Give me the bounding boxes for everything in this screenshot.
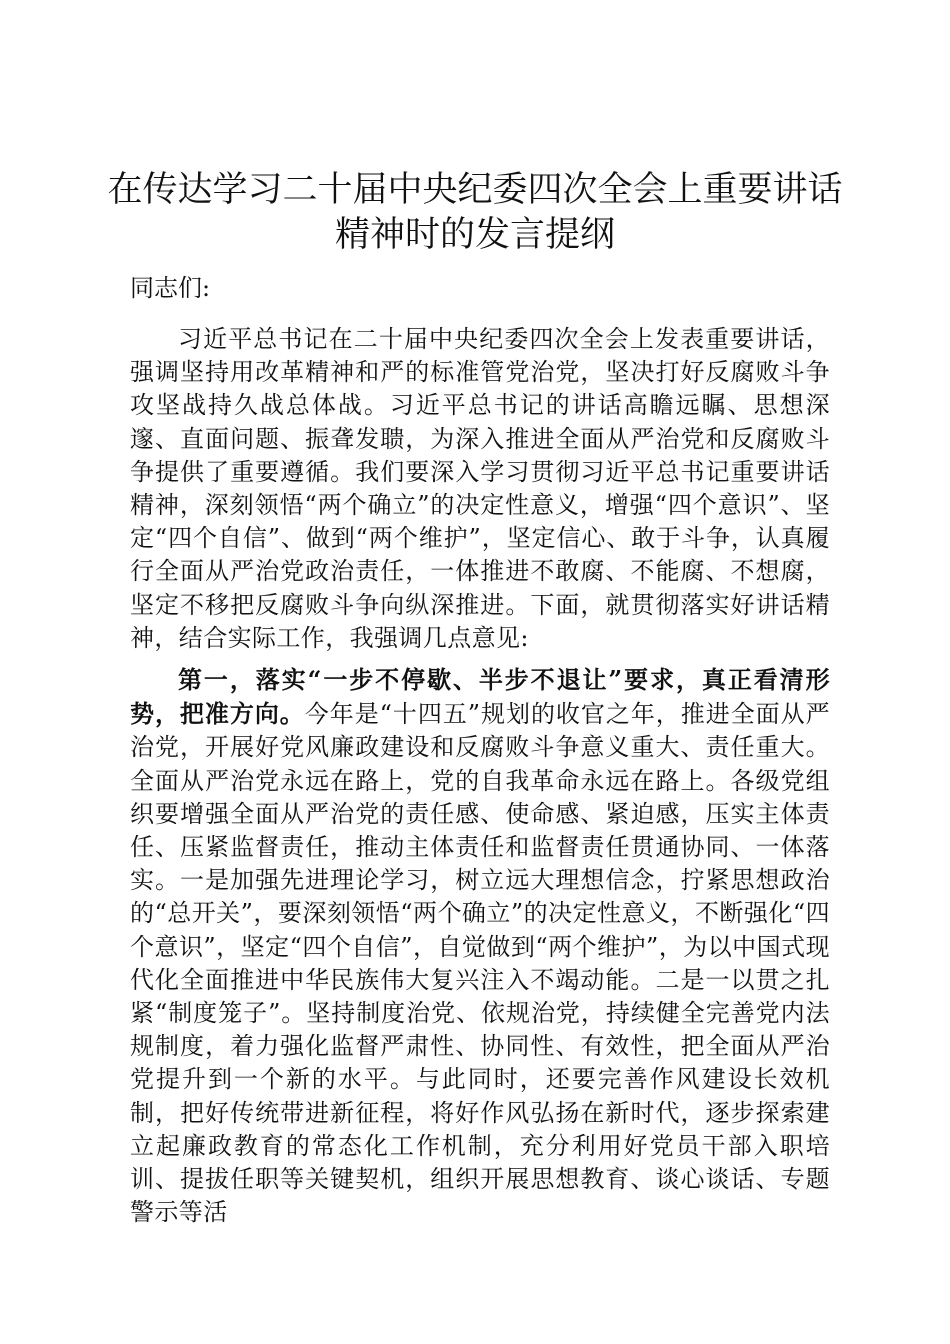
salutation: 同志们: <box>130 274 211 302</box>
paragraph-text: 习近平总书记在二十届中央纪委四次全会上发表重要讲话，强调坚持用改革精神和严的标准管党治党，坚决打好反腐败斗争攻坚战持久战总体战。习近平总书记的讲话高瞻远瞩、思想深邃、直面问题、振聋发聩，为深入推进全面从严治党和反腐败斗争提供了重要遵循。我们要深入学习贯彻习近平总书记重要讲话精神，深刻领悟“两个确立”的决定性意义，增强“四个意识”、坚定“四个自信”、做到“两个维护”，坚定信心、敢于斗争，认真履行全面从严治党政治责任，一体推进不敢腐、不能腐、不想腐，坚定不移把反腐败斗争向纵深推进。下面，就贯彻落实好讲话精神，结合实际工作，我强调几点意见: <box>130 325 830 652</box>
paragraph-lead: 第一，落实“一步不停歇、半步不退让”要求，真正看清形势，把准方向。 <box>130 665 830 729</box>
paragraph-text: 今年是“十四五”规划的收官之年，推进全面从严治党，开展好党风廉政建设和反腐败斗争意义重大、责任重大。全面从严治党永远在路上，党的自我革命永远在路上。各级党组织要增强全面从严治党的责任感、使命感、紧迫感，压实主体责任、压紧监督责任，推动主体责任和监督责任贯通协同、一体落实。一是加强先进理论学习，树立远大理想信念，拧紧思想政治的“总开关”，要深刻领悟“两个确立”的决定性意义，不断强化“四个意识”，坚定“四个自信”，自觉做到“两个维护”，为以中国式现代化全面推进中华民族伟大复兴注入不竭动能。二是一以贯之扎紧“制度笼子”。坚持制度治党、依规治党，持续健全完善党内法规制度，着力强化监督严肃性、协同性、有效性，把全面从严治党提升到一个新的水平。与此同时，还要完善作风建设长效机制，把好传统带进新征程，将好作风弘扬在新时代，逐步探索建立起廉政教育的常态化工作机制，充分利用好党员干部入职培训、提拔任职等关键契机，组织开展思想教育、谈心谈话、专题警示等活 <box>130 700 830 1227</box>
paragraph-intro <box>130 322 830 655</box>
paragraph-point-one <box>130 663 830 1229</box>
document-title: 在传达学习二十届中央纪委四次全会上重要讲话精神时的发言提纲 <box>107 170 843 255</box>
